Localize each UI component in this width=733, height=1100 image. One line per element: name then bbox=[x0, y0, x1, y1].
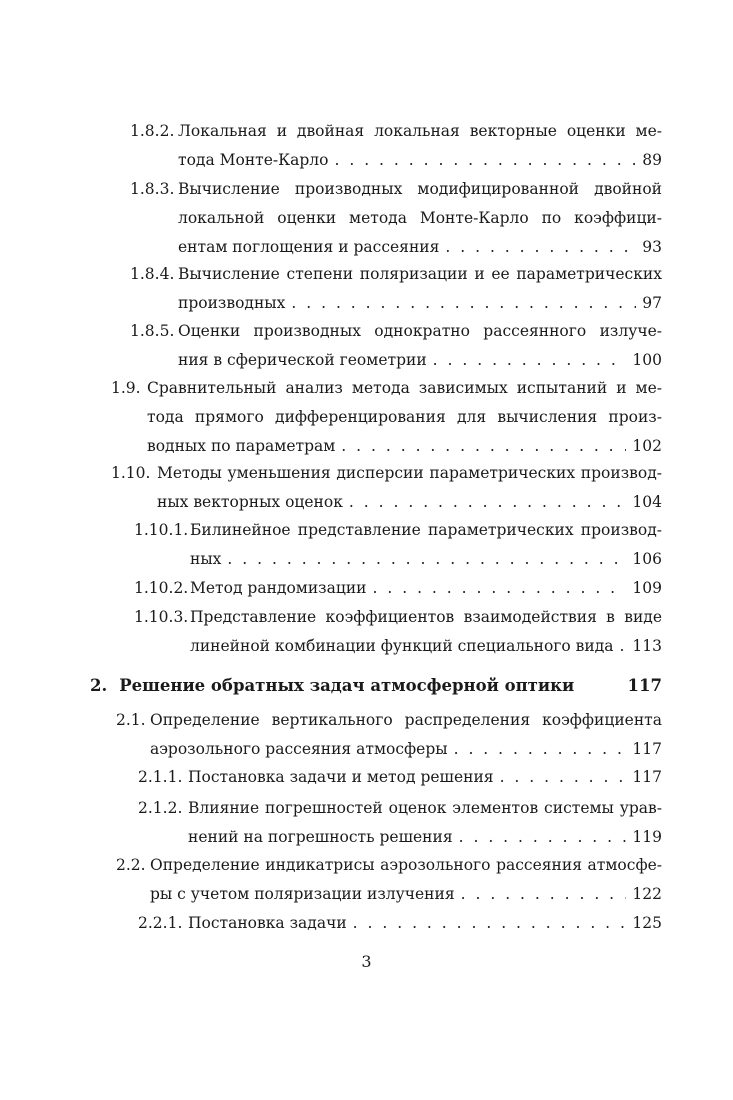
toc-entry-1-10-3 bbox=[134, 603, 662, 661]
section-number: 1.10.2. bbox=[134, 579, 189, 597]
entry-last-line bbox=[150, 880, 662, 909]
entry-title-end: тода Монте-Карло bbox=[178, 151, 329, 169]
page-ref: 97 bbox=[642, 294, 662, 312]
toc-entry-1-8-5 bbox=[130, 317, 662, 375]
entry-last-line bbox=[190, 632, 662, 661]
chapter-heading bbox=[90, 676, 662, 708]
section-number: 2.1. bbox=[116, 711, 146, 729]
entry-title-end: нений на погрешность решения bbox=[188, 828, 453, 846]
section-number: 2.1.1. bbox=[138, 768, 183, 786]
entry-line: Влияние погрешностей оценок элементов системы урав- bbox=[188, 799, 662, 817]
entry-last-line bbox=[190, 545, 662, 574]
entry-line: Вычисление производных модифицированной двойной bbox=[178, 180, 662, 198]
entry-title-end: ентам поглощения и рассеяния bbox=[178, 238, 440, 256]
chapter-page-ref: 117 bbox=[627, 676, 662, 695]
entry-last-line bbox=[150, 735, 662, 764]
page-ref: 89 bbox=[642, 151, 662, 169]
entry-last-line bbox=[147, 432, 662, 461]
leader-dots bbox=[341, 432, 626, 461]
section-number: 1.8.4. bbox=[130, 265, 175, 283]
entry-line: Оценки производных однократно рассеянного излуче- bbox=[178, 322, 662, 340]
page-ref: 106 bbox=[632, 550, 662, 568]
entry-title-end: Метод рандомизации bbox=[190, 579, 367, 597]
page-ref: 93 bbox=[642, 238, 662, 256]
entry-last-line bbox=[190, 574, 662, 603]
section-number: 1.10.1. bbox=[134, 521, 189, 539]
entry-line: Билинейное представление параметрических производ- bbox=[190, 521, 662, 539]
page-number: 3 bbox=[361, 952, 372, 971]
leader-dots bbox=[454, 735, 627, 764]
section-number: 1.8.5. bbox=[130, 322, 175, 340]
entry-last-line bbox=[188, 763, 662, 792]
toc-entry-2-1-1 bbox=[138, 763, 662, 792]
leader-dots bbox=[500, 763, 627, 792]
entry-last-line bbox=[178, 146, 662, 175]
leader-dots bbox=[459, 823, 627, 852]
toc-entry-1-8-3 bbox=[130, 175, 662, 262]
toc-entry-2-2 bbox=[116, 851, 662, 909]
page-ref: 119 bbox=[632, 828, 662, 846]
section-number: 1.8.3. bbox=[130, 180, 175, 198]
entry-line: Определение индикатрисы аэрозольного рассеяния атмосфе- bbox=[150, 856, 662, 874]
leader-dots bbox=[353, 909, 627, 938]
section-number: 2.2. bbox=[116, 856, 146, 874]
entry-title-end: Постановка задачи bbox=[188, 914, 347, 932]
section-number: 2.1.2. bbox=[138, 799, 183, 817]
entry-title-end: ных bbox=[190, 550, 222, 568]
entry-line: локальной оценки метода Монте-Карло по коэффици- bbox=[178, 209, 662, 227]
toc-entry-1-10 bbox=[111, 459, 662, 517]
leader-dots bbox=[433, 346, 627, 375]
section-number: 1.8.2. bbox=[130, 122, 175, 140]
entry-title-end: производных bbox=[178, 294, 286, 312]
entry-line: Сравнительный анализ метода зависимых испытаний и ме- bbox=[147, 379, 662, 397]
section-number: 2.2.1. bbox=[138, 914, 183, 932]
entry-title-end: линейной комбинации функций специального вида bbox=[190, 637, 614, 655]
entry-last-line bbox=[178, 346, 662, 375]
toc-entry-1-9 bbox=[111, 374, 662, 461]
page-ref: 113 bbox=[632, 637, 662, 655]
entry-title-end: аэрозольного рассеяния атмосферы bbox=[150, 740, 448, 758]
section-number: 1.10. bbox=[111, 464, 151, 482]
entry-title-end: ных векторных оценок bbox=[157, 493, 343, 511]
toc-entry-1-10-2 bbox=[134, 574, 662, 603]
entry-last-line bbox=[188, 823, 662, 852]
entry-line: Представление коэффициентов взаимодействия в виде bbox=[190, 608, 662, 626]
entry-last-line bbox=[157, 488, 662, 517]
section-number: 1.9. bbox=[111, 379, 141, 397]
entry-line: Методы уменьшения дисперсии параметрических производ- bbox=[157, 464, 662, 482]
entry-title-end: Постановка задачи и метод решения bbox=[188, 768, 494, 786]
page-ref: 100 bbox=[632, 351, 662, 369]
chapter-title: Решение обратных задач атмосферной оптики bbox=[119, 676, 575, 695]
leader-dots bbox=[461, 880, 627, 909]
entry-last-line bbox=[178, 233, 662, 262]
page-ref: 122 bbox=[632, 885, 662, 903]
page-ref: 117 bbox=[632, 768, 662, 786]
leader-dots bbox=[620, 632, 627, 661]
entry-last-line bbox=[188, 909, 662, 938]
leader-dots bbox=[334, 146, 636, 175]
entry-last-line bbox=[178, 289, 662, 318]
page-ref: 102 bbox=[632, 437, 662, 455]
entry-line: Вычисление степени поляризации и ее параметрических bbox=[178, 265, 662, 283]
leader-dots bbox=[227, 545, 626, 574]
entry-line: тода прямого дифференцирования для вычисления произ- bbox=[147, 408, 662, 426]
toc-entry-2-1 bbox=[116, 706, 662, 764]
entry-line: Локальная и двойная локальная векторные оценки ме- bbox=[178, 122, 662, 140]
section-number: 1.10.3. bbox=[134, 608, 189, 626]
toc-entry-1-10-1 bbox=[134, 516, 662, 574]
toc-entry-1-8-2 bbox=[130, 117, 662, 175]
toc-entry-1-8-4 bbox=[130, 260, 662, 318]
leader-dots bbox=[445, 233, 636, 262]
chapter-number: 2. bbox=[90, 676, 108, 695]
page-ref: 104 bbox=[632, 493, 662, 511]
leader-dots bbox=[291, 289, 636, 318]
entry-title-end: водных по параметрам bbox=[147, 437, 336, 455]
entry-title-end: ры с учетом поляризации излучения bbox=[150, 885, 455, 903]
page-ref: 125 bbox=[632, 914, 662, 932]
leader-dots bbox=[373, 574, 627, 603]
toc-entry-2-1-2 bbox=[138, 794, 662, 852]
leader-dots bbox=[349, 488, 626, 517]
toc-entry-2-2-1 bbox=[138, 909, 662, 938]
entry-line: Определение вертикального распределения коэффициента bbox=[150, 711, 662, 729]
page-ref: 109 bbox=[632, 579, 662, 597]
entry-title-end: ния в сферической геометрии bbox=[178, 351, 427, 369]
page-ref: 117 bbox=[632, 740, 662, 758]
